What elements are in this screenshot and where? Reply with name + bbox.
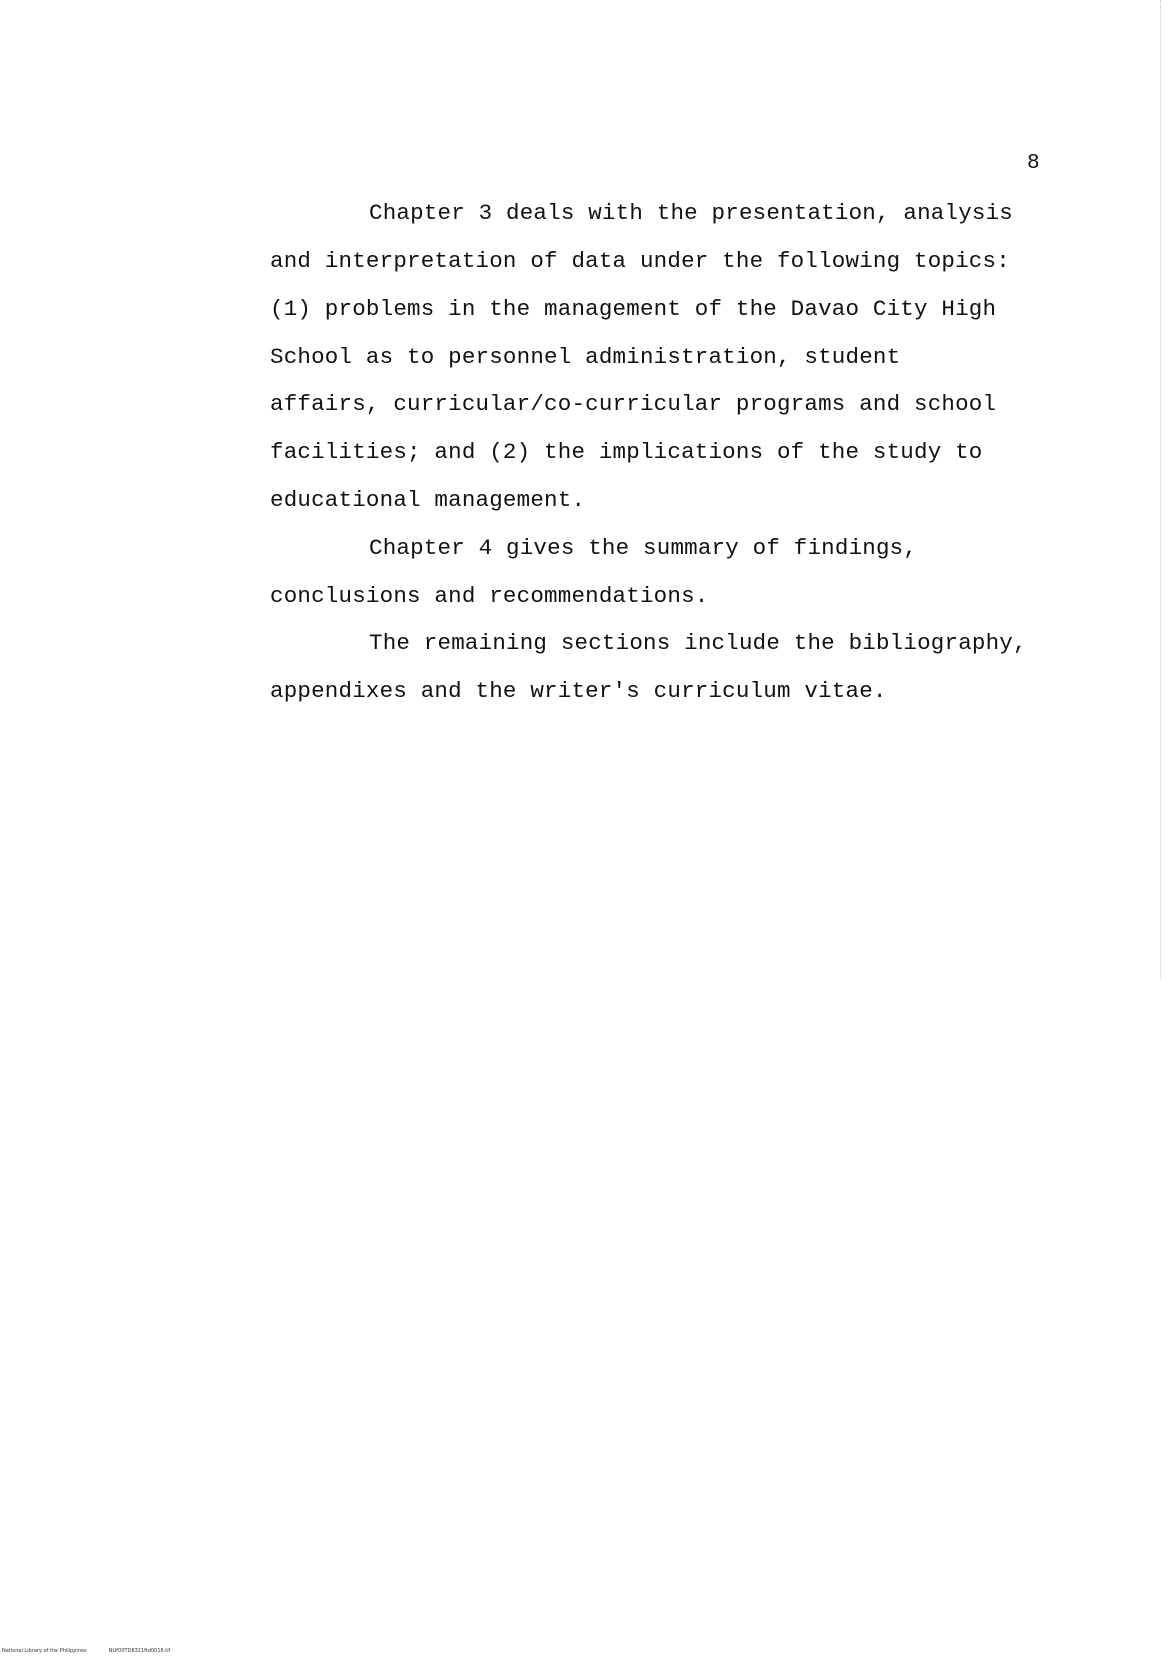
text-line: Chapter 4 gives the summary of findings, xyxy=(369,535,918,561)
page-number: 8 xyxy=(1027,152,1040,175)
scan-footer xyxy=(2,1648,192,1654)
footer-filename: NLP00TD8321ftd0016.tif xyxy=(108,1648,171,1654)
text-line: Chapter 3 deals with the presentation, analysis xyxy=(369,200,1014,226)
footer-library: National Library of the Philippines xyxy=(2,1648,87,1654)
text-line: (1) problems in the management of the Davao City High xyxy=(270,296,997,322)
text-line: conclusions and recommendations. xyxy=(270,583,709,609)
text-line: The remaining sections include the bibliography, xyxy=(369,630,1027,656)
text-line: affairs, curricular/co-curricular programs and school xyxy=(270,391,997,417)
text-line: facilities; and (2) the implications of the study to xyxy=(270,439,983,465)
text-line: and interpretation of data under the following topics: xyxy=(270,248,1010,274)
text-line: School as to personnel administration, student xyxy=(270,344,901,370)
scan-edge-artifact xyxy=(1160,0,1162,980)
text-line: educational management. xyxy=(270,487,586,513)
text-line: appendixes and the writer's curriculum vitae. xyxy=(270,678,887,704)
